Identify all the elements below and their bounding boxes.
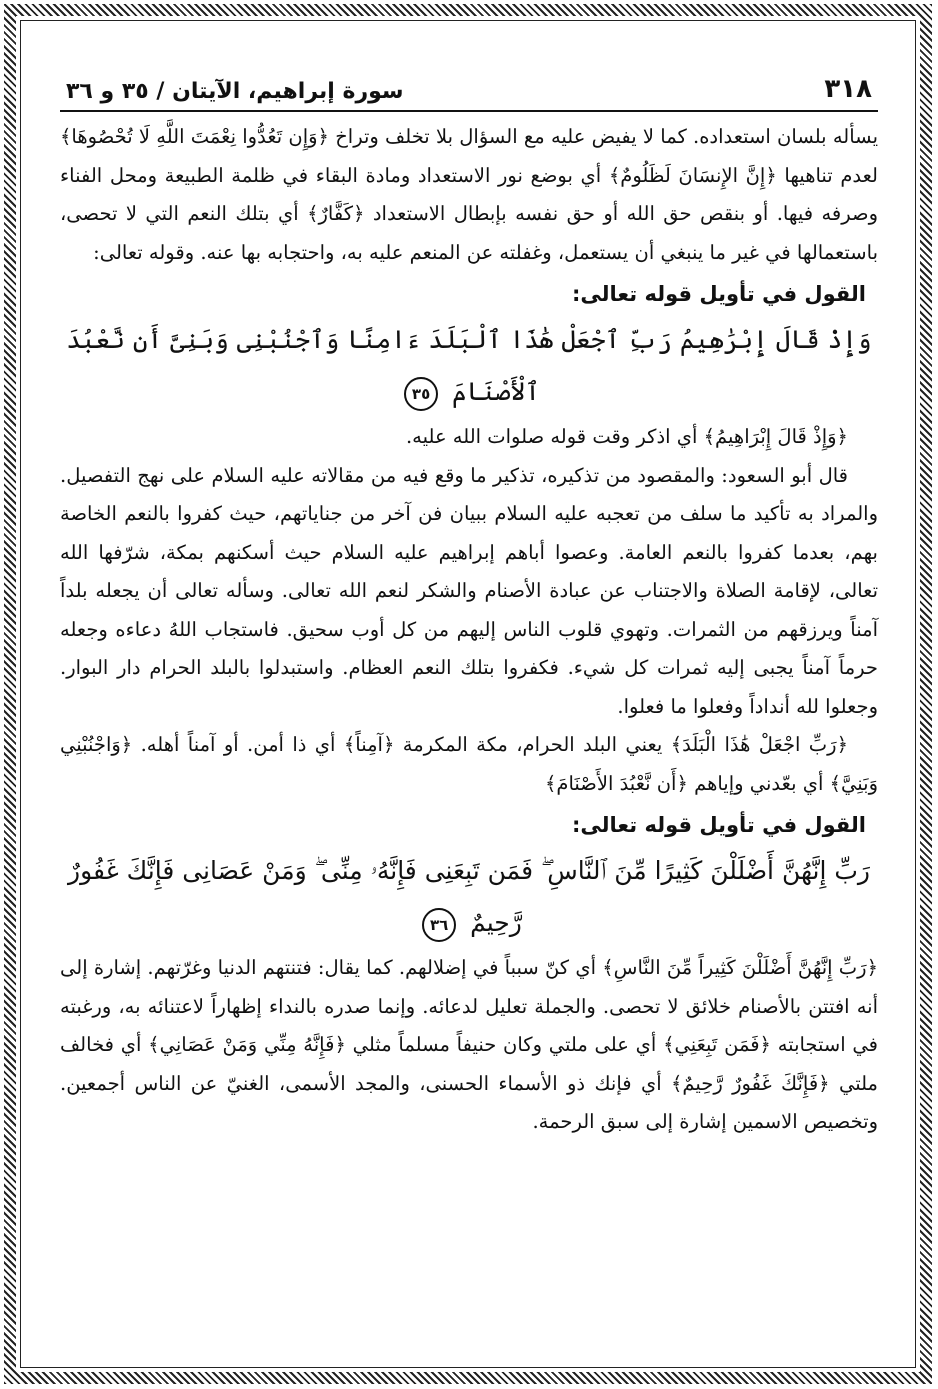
paragraph-1: يسأله بلسان استعداده. كما لا يفيض عليه مع السؤال بلا تخلف وتراخ ﴿وَإِن تَعُدُّوا نِعْمَتَ اللَّهِ لَا تُحْصُوهَا﴾ لعدم تناهيها ﴿إِنَّ الإِنسَانَ لَظَلُومٌ﴾ أي بوضع نور الاستعداد ومادة البقاء في ظلمة الطبيعة ومحل الفناء وصرفه فيها. أو بنقص حق الله أو حق نفسه بإبطال الاستعداد ﴿كَفَّارٌ﴾ أي بتلك النعم التي لا تحصى، باستعمالها في غير ما ينبغي أن يستعمل، وغفلته عن المنعم عليه به، واحتجابه بها عنه. وقوله تعالى: xyxy=(60,125,878,264)
verse-36-number: ٣٦ xyxy=(422,908,456,942)
paragraph-2: ﴿وَإِذْ قَالَ إِبْرَاهِيمُ﴾ أي اذكر وقت قوله صلوات الله عليه. xyxy=(405,425,848,448)
paragraph-3: قال أبو السعود: والمقصود من تذكيره، تذكير ما وقع فيه من مقالاته عليه السلام على نهج التفصيل. والمراد به تأكيد ما سلف من تعجبه عليه السلام ببيان فن آخر من جناياتهم، حيث كفروا بالنعم الخاصة بهم، بعدما كفروا بالنعم العامة. وعصوا أباهم إبراهيم عليه السلام حيث أسكنهم بمكة، شرّفها الله تعالى، لإقامة الصلاة والاجتناب عن عبادة الأصنام والشكر لنعم الله تعالى. وسأله تعالى أن يجعله بلداً آمناً ويرزقهم من الثمرات. وتهوي قلوب الناس إليهم من كل أوب سحيق. فاستجاب اللهُ دعاءه وجعله حرماً آمناً يجبى إليه ثمرات كل شيء. فكفروا بتلك النعم العظام. واستبدلوا بالبلد الحرام دار البوار. وجعلوا لله أنداداً وفعلوا ما فعلوا. xyxy=(60,463,878,718)
running-title: سورة إبراهيم، الآيتان / ٣٥ و ٣٦ xyxy=(66,79,404,104)
paragraph-5: ﴿رَبِّ إِنَّهُنَّ أَضْلَلْنَ كَثِيراً مِّنَ النَّاسِ﴾ أي كنّ سبباً في إضلالهم. كما يقال: فتنتهم الدنيا وغرّتهم. إشارة إلى أنه افتتن بالأصنام خلائق لا تحصى. والجملة تعليل لدعائه. وإنما صدره بالنداء إظهاراً لاعتنائه به، ورغبته في استجابته ﴿فَمَن تَبِعَنِي﴾ أي على ملتي وكان حنيفاً مسلماً مثلي ﴿فَإِنَّهُ مِنِّي وَمَنْ عَصَانِي﴾ أي فخالف ملتي ﴿فَإِنَّكَ غَفُورٌ رَّحِيمٌ﴾ أي فإنك ذو الأسماء الحسنى، والمجد الأسمى، الغنيّ عن الناس أجمعين. وتخصيص الاسمين إشارة إلى سبق الرحمة. xyxy=(60,956,878,1133)
section-heading-verse-35: القول في تأويل قوله تعالى: xyxy=(572,282,866,306)
page-content xyxy=(60,60,878,1350)
quran-verse-36 xyxy=(60,845,878,949)
quran-verse-35 xyxy=(60,314,878,418)
page-number: ٣١٨ xyxy=(824,74,872,104)
page-header xyxy=(60,60,878,112)
verse-36-text: رَبِّ إِنَّهُنَّ أَضْلَلْنَ كَثِيرًا مِّنَ ٱلنَّاسِ ۖ فَمَن تَبِعَنِى فَإِنَّهُۥ مِنِّى ۖ وَمَنْ عَصَانِى فَإِنَّكَ غَفُورٌ رَّحِيمٌ xyxy=(68,856,870,937)
section-heading-verse-36: القول في تأويل قوله تعالى: xyxy=(572,813,866,837)
paragraph-4: ﴿رَبِّ اجْعَلْ هَٰذَا الْبَلَدَ﴾ يعني البلد الحرام، مكة المكرمة ﴿آمِناً﴾ أي ذا أمن. أو آمناً أهله. ﴿وَاجْنُبْنِي وَبَنِيَّ﴾ أي بعّدني وإياهم ﴿أَن نَّعْبُدَ الأَصْنَامَ﴾ xyxy=(60,733,878,795)
verse-35-number: ٣٥ xyxy=(404,377,438,411)
verse-35-text: وَإِذْ قَالَ إِبْرَٰهِيمُ رَبِّ ٱجْعَلْ هَٰذَا ٱلْبَلَدَ ءَامِنًا وَٱجْنُبْنِى وَبَنِىَّ أَن نَّعْبُدَ ٱلْأَصْنَامَ xyxy=(66,325,872,406)
